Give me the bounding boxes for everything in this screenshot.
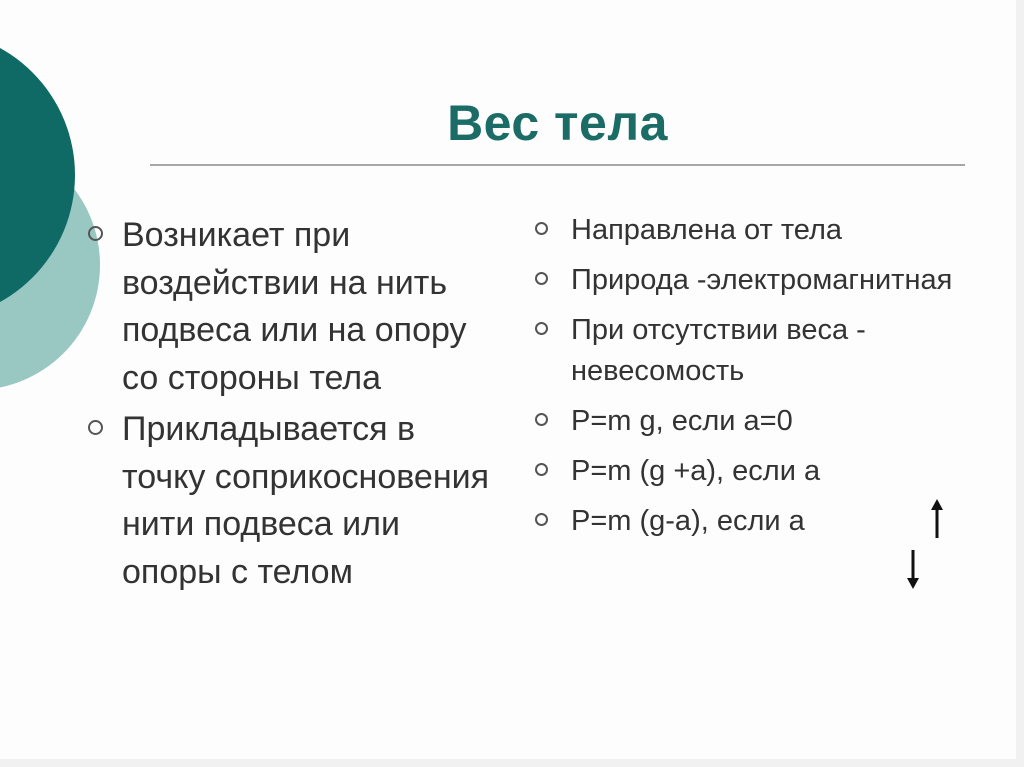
list-item-text: Природа -электромагнитная — [571, 264, 953, 296]
bullet-circle-icon — [535, 322, 548, 335]
bullet-circle-icon — [535, 513, 548, 526]
bullet-circle-icon — [535, 272, 548, 285]
list-item-text: При отсутствии веса - невесомость — [571, 314, 866, 387]
arrow-down-icon — [906, 549, 920, 589]
right-bullet-list — [533, 210, 963, 551]
list-item — [533, 401, 963, 442]
bullet-circle-icon — [535, 222, 548, 235]
list-item — [533, 260, 963, 301]
left-bullet-list — [84, 212, 504, 600]
slide-title: Вес тела — [447, 95, 668, 151]
list-item — [84, 406, 504, 596]
bullet-circle-icon — [535, 413, 548, 426]
bullet-circle-icon — [535, 463, 548, 476]
list-item-text: P=m g, если a=0 — [571, 405, 793, 437]
list-item-text: P=m (g +a), если a — [571, 455, 821, 487]
arrow-up-icon — [930, 499, 944, 539]
list-item — [84, 212, 504, 402]
list-item-text: P=m (g-a), если a — [571, 505, 805, 537]
bullet-circle-icon — [88, 226, 103, 241]
list-item — [533, 451, 963, 492]
bullet-circle-icon — [88, 420, 103, 435]
list-item-text: Прикладывается в точку соприкосновения нити подвеса или опоры с телом — [122, 410, 489, 591]
list-item — [533, 310, 963, 392]
list-item — [533, 210, 963, 251]
list-item-text: Направлена от тела — [571, 214, 843, 246]
list-item-text: Возникает при воздействии на нить подвеса или на опору со стороны тела — [122, 216, 467, 397]
list-item — [533, 501, 963, 542]
title-divider — [150, 164, 965, 166]
